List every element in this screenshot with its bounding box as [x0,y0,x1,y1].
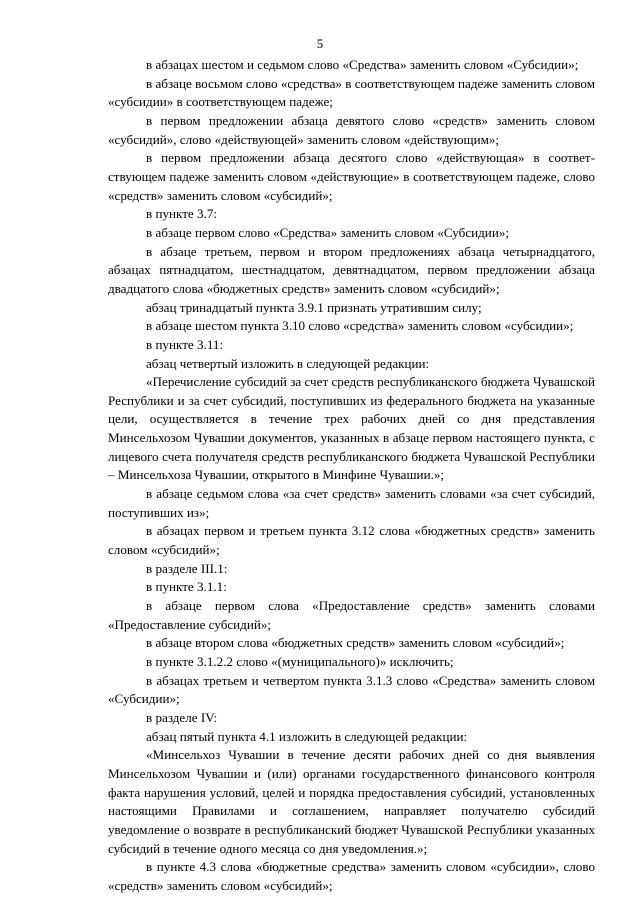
document-body [108,56,595,896]
paragraph: в абзаце первом слова «Предоставление средств» заменить словами «Предоставление субсидий»; [108,598,595,632]
page-number: 5 [316,36,324,51]
paragraph: в разделе III.1: [146,560,228,576]
paragraph: в первом предложении абзаца десятого слово «действующая» в соответствующем падеже заменить словом «действующие» в соответствующем падеже, слово «средств» заменить словом «субсидий»; [108,150,595,203]
paragraph: в пункте 4.3 слова «бюджетные средства» заменить словом «субсидии», слово «средств» заменить словом «субсидий»; [108,859,595,893]
paragraph: в абзаце седьмом слова «за счет средств» заменить словами «за счет субсидий, поступивших из»; [108,486,595,520]
paragraph: в абзацах шестом и седьмом слово «Средства» заменить словом «Субсидии»; [146,57,579,72]
paragraph: в абзаце третьем, первом и втором предложениях абзаца четырнадцатого, абзацах пятнадцатом, шестнадцатом, девятнадцатом, первом предложении абзаца двадцатого слова «бюджетных средств» заменить словом «субсидий»; [108,243,595,296]
paragraph: в абзацах первом и третьем пункта 3.12 слова «бюджетных средств» заменить словом «субсидий»; [108,523,595,558]
paragraph: в абзаце шестом пункта 3.10 слово «средства» заменить словом «субсидии»; [146,318,574,334]
paragraph: абзац четвертый изложить в следующей редакции: [146,355,430,371]
paragraph: в абзаце восьмом слово «средства» в соответствующем падеже заменить словом «субсидии» в соответствующем падеже; [108,75,595,110]
paragraph: в пункте 3.11: [146,336,224,352]
paragraph: в абзаце втором слова «бюджетных средств» заменить словом «субсидий»; [146,635,565,651]
paragraph: «Перечисление субсидий за счет средств республиканского бюджета Чувашской Республики и за счет субсидий, поступивших из федерального бюджета на указанные цели, осуществляется в течение трех рабочих дней со дня представления Минсельхозом Чувашии документов, указанных в абзаце первом настоящего пункта, с лицевого счета получателя средств республиканского бюджета Чувашской Республики – Минсельхоза Чувашии, открытого в Минфине Чувашии.»; [108,374,595,483]
paragraph: в абзаце первом слово «Средства» заменить словом «Субсидии»; [146,224,510,240]
paragraph: в пункте 3.7: [146,206,218,222]
paragraph: «Минсельхоз Чувашии в течение десяти рабочих дней со дня выявления Минсельхозом Чувашии и (или) органами государственного финансового контроля факта нарушения условий, целей и порядка предоставления субсидий, установленных настоящими Правилами и соглашением, направляет получателю субсидий уведомление о возврате в республиканский бюджет Чувашской Республики указанных субсидий в течение одного месяца со дня уведомления.»; [108,747,595,856]
paragraph: в абзацах третьем и четвертом пункта 3.1.3 слово «Средства» заменить словом «Субсидии»; [108,672,595,707]
paragraph: в пункте 3.1.1: [146,579,227,595]
paragraph: в пункте 3.1.2.2 слово «(муниципального)» исключить; [146,654,454,669]
paragraph: в первом предложении абзаца девятого слово «средств» заменить словом «субсидий», слово «действующей» заменить словом «действующим»; [108,112,595,147]
paragraph: абзац пятый пункта 4.1 изложить в следующей редакции: [146,728,468,744]
paragraph: в разделе IV: [146,709,218,725]
paragraph: абзац тринадцатый пункта 3.9.1 признать утратившим силу; [146,299,482,315]
